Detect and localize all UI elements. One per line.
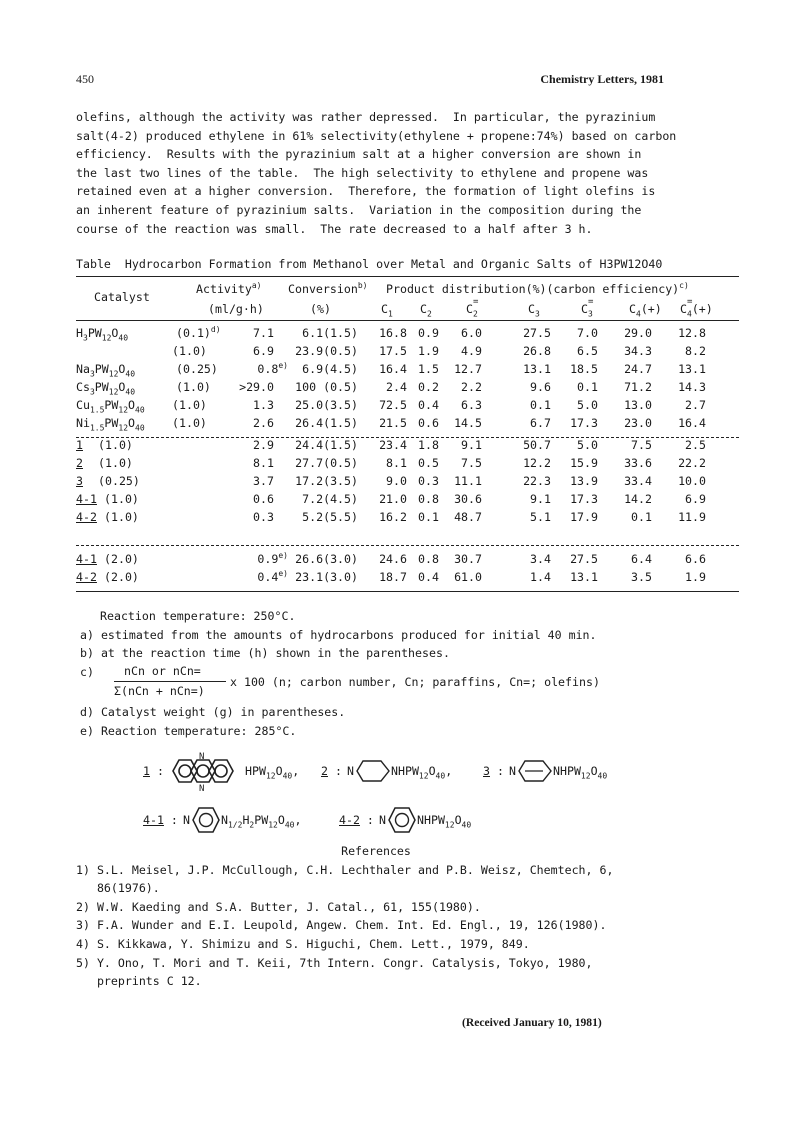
cell-c1: 16.2 xyxy=(379,510,407,524)
svg-text:N: N xyxy=(199,784,205,792)
reference-line: 86(1976). xyxy=(76,881,160,896)
cell-c2: 0.5 xyxy=(418,456,439,470)
cell-c1: 21.5 xyxy=(379,416,407,430)
cell-c2: 1.8 xyxy=(418,438,439,452)
note-d: d) Catalyst weight (g) in parentheses. xyxy=(80,705,346,719)
cell-c3e: 13.1 xyxy=(570,570,598,584)
cell-c4: 33.6 xyxy=(624,456,652,470)
cell-c2e: 48.7 xyxy=(454,510,482,524)
cell-c2: 0.6 xyxy=(418,416,439,430)
table-caption: Table Hydrocarbon Formation from Methanol over Metal and Organic Salts of H3PW12O40 xyxy=(76,257,663,271)
cell-c3: 1.4 xyxy=(530,570,551,584)
table-row xyxy=(76,398,739,416)
page-header xyxy=(76,72,664,86)
body-line: olefins, although the activity was rather depressed. In particular, the pyrazinium xyxy=(76,110,656,124)
cell-c4: 13.0 xyxy=(624,398,652,412)
cell-conversion: 7.2(4.5) xyxy=(302,492,358,506)
compound-formula: $NHPW_{12}O_{40}$ xyxy=(553,764,608,781)
catalyst-cell: 4-1 xyxy=(76,552,97,566)
cell-c2e: 9.1 xyxy=(461,438,482,452)
cell-c4: 14.2 xyxy=(624,492,652,506)
cell-c3e: 5.0 xyxy=(577,438,598,452)
cell-c4: 7.5 xyxy=(631,438,652,452)
fraction-bar xyxy=(114,681,226,682)
cell-c1: 8.1 xyxy=(386,456,407,470)
compound-label: 4-2 xyxy=(339,813,360,827)
cell-c2e: 11.1 xyxy=(454,474,482,488)
document-page: 450 Chemistry Letters, 1981 olefins, although the activity was rather depressed. In particular, the pyrazinium salt(4-2) produced ethylene in 61% selectivity(ethylene + propene:74%) based on carbon efficiency. Results with the pyrazinium salt at a higher conversion are shown in the last two lines of the table. The high selectivity to ethylene and propene was retained even at a higher conversion. Therefore, the formation of light olefins is an inherent feature of pyrazinium salts. Variation in the composition during the course of the reaction was small. The rate decreased to a half after 3 h. Table Hydrocarbon Formation from Methanol over Metal and Organic Salts of H3PW12O40 Activity$^{a)}$ Conversion$^{b)}$ Product distribution(%)(carbon efficiency)$^{c)}$ Catalyst (ml/g·h) (%) $C_1$ $C_2$ $C_2$ = $C_3$ $C_3$ = $C_4(+)$ $C_4$ = (+) $H_3PW_{12}O_{40}$ $(0.1)^{d)}$ 7.1 6.1(1.5) 16.8 0.9 6.0 27.5 7.0 29.0 12.8 (1.0) 6.9 23.9(0.5) 17.5 1.9 4.9 26.8 6.5 34.3 8.2 $Na_3PW_{12}O_{40}$ (0.25) 0.8$^{e)}$ 6.9(4.5) 16.4 1.5 12.7 13.1 18.5 24.7 13.1 $Cs_3PW_{12}O_{40}$ (1.0) >29.0 100 (0.5) 2.4 0.2 2.2 9.6 0.1 71.2 14.3 $Cu_{1.5}PW_{12}O_{40}$ (1.0) 1.3 25.0(3.5) 72.5 0.4 6.3 0.1 5.0 13.0 2.7 $Ni_{1.5}PW_{12}O_{40}$ (1.0) 2.6 26.4(1.5) 21.5 0.6 14.5 6.7 17.3 23.0 16.4 1 (1.0) 2.9 24.4(1.5) 23.4 1.8 9.1 50.7 5.0 7.5 2.5 2 (1.0) 8.1 27.7(0.5) 8.1 0.5 7.5 12.2 15.9 33.6 22.2 3 (0.25) 3.7 17.2(3.5) 9.0 0.3 11.1 22.3 13.9 33.4 10.0 4-1 (1.0) 0.6 7.2(4.5) 21.0 0.8 30.6 9.1 17.3 14.2 6.9 4-2 (1.0) 0.3 5.2(5.5) 16.2 0.1 48.7 5.1 17.9 0.1 11.9 4-1 (2.0) 0.9$^{e)}$ 26.6(3.0) 24.6 0.8 30.7 3.4 27.5 6.4 6.6 4-2 (2.0) 0.4$^{e)}$ 23.1(3.0) 18.7 0.4 61.0 1.4 13.1 3.5 1.9 Reaction temperature: 250°C. a) estimated from the amounts of hydrocarbons produced for initial 40 min. b) at the reaction time (h) shown in the parentheses. c) nCn or nCn= Σ(nCn + nCn=) x 100 (n; carbon number, Cn; paraffins, Cn=; olefins) d) Catalyst weight (g) in parentheses. e) Reaction temperature: 285°C. 1 : N N $HPW_{12}O_{40}$, 2 : N $NHPW_{12}O_{40}$, 3 : N $NHPW_{12}O_{40}$ 4-1 : N $N_{1/2}H_2PW_{12}O_{40}$, 4-2 : N $NHPW_{12}O_{40}$ References 1) S.L. Meisel, J.P. McCullough, C.H. Lechthaler and P.B. Weisz, Chemtech, 6, 86(1976). 2) W.W. Kaeding and S.A. Butter, J. Catal., 61, 155(1980). 3) F.A. Wunder and E.I. Leupold, Angew. Chem. Int. Ed. Engl., 19, 126(1980). 4) S. Kikkawa, Y. Shimizu and S. Higuchi, Chem. Lett., 1979, 849. 5) Y. Ono, T. Mori and T. Keii, 7th Intern. Congr. Catalysis, Tokyo, 1980, preprints C 12. (Received January 10, 1981) xyxy=(0,0,793,1123)
catalyst-cell: 4-2 xyxy=(76,510,97,524)
cell-activity: >29.0 xyxy=(239,380,274,394)
catalyst-weight: (2.0) xyxy=(104,552,139,566)
cell-c4e: 2.5 xyxy=(685,438,706,452)
nitrogen-atom: N xyxy=(183,813,190,827)
cell-c4e: 1.9 xyxy=(685,570,706,584)
cell-conversion: 17.2(3.5) xyxy=(295,474,358,488)
table-divider xyxy=(76,437,739,438)
cell-activity: 2.6 xyxy=(253,416,274,430)
cell-activity: 3.7 xyxy=(253,474,274,488)
cell-activity: 0.6 xyxy=(253,492,274,506)
body-line: salt(4-2) produced ethylene in 61% selectivity(ethylene + propene:74%) based on carbon xyxy=(76,128,677,143)
cell-c3e: 17.3 xyxy=(570,492,598,506)
svg-text:N: N xyxy=(199,752,205,762)
cell-conversion: 6.1(1.5) xyxy=(302,326,358,340)
cell-c4e: 16.4 xyxy=(678,416,706,430)
catalyst-weight: (0.25) xyxy=(176,362,218,376)
cell-conversion: 27.7(0.5) xyxy=(295,456,358,470)
col-c1: $C_1$ xyxy=(381,302,393,319)
table-bottom-rule xyxy=(76,591,739,592)
cell-c4e: 10.0 xyxy=(678,474,706,488)
acridine-structure-icon xyxy=(165,752,243,792)
table-row xyxy=(76,552,739,570)
body-line: the last two lines of the table. The high selectivity to ethylene and propene was xyxy=(76,165,649,180)
catalyst-weight: (1.0) xyxy=(172,344,207,358)
cell-c4e: 11.9 xyxy=(678,510,706,524)
table-divider xyxy=(76,545,739,546)
catalyst-cell: 1 xyxy=(76,438,83,452)
fraction-denominator: Σ(nCn + nCn=) xyxy=(114,684,205,698)
fraction-tail: x 100 (n; carbon number, Cn; paraffins, Cn=; olefins) xyxy=(230,675,600,689)
table-row xyxy=(76,326,739,344)
cell-c1: 16.4 xyxy=(379,362,407,376)
reference-line: 3) F.A. Wunder and E.I. Leupold, Angew. Chem. Int. Ed. Engl., 19, 126(1980). xyxy=(76,918,607,933)
catalyst-weight: (1.0) xyxy=(98,456,133,470)
cell-c4: 29.0 xyxy=(624,326,652,340)
cell-activity: 1.3 xyxy=(253,398,274,412)
cell-c2e: 2.2 xyxy=(461,380,482,394)
table-row xyxy=(76,570,739,588)
cell-c3: 3.4 xyxy=(530,552,551,566)
cell-conversion: 26.6(3.0) xyxy=(295,552,358,566)
compound-formula: $HPW_{12}O_{40}$, xyxy=(245,764,300,781)
cell-c2: 1.5 xyxy=(418,362,439,376)
cell-c4: 3.5 xyxy=(631,570,652,584)
cell-c4e: 8.2 xyxy=(685,344,706,358)
table-top-rule xyxy=(76,276,739,277)
cell-c1: 72.5 xyxy=(379,398,407,412)
cell-c2: 0.3 xyxy=(418,474,439,488)
pyrazine-ring-icon xyxy=(191,805,221,835)
cell-c2: 0.8 xyxy=(418,492,439,506)
table-row xyxy=(76,362,739,380)
note-a: a) estimated from the amounts of hydrocarbons produced for initial 40 min. xyxy=(80,627,597,642)
cell-c1: 17.5 xyxy=(379,344,407,358)
cell-c3e: 18.5 xyxy=(570,362,598,376)
cell-c2: 0.2 xyxy=(418,380,439,394)
cell-conversion: 24.4(1.5) xyxy=(295,438,358,452)
cell-c4e: 14.3 xyxy=(678,380,706,394)
col-c2-ene: $C_2$ = xyxy=(466,297,479,319)
body-line: efficiency. Results with the pyrazinium salt at a higher conversion are shown in xyxy=(76,147,642,162)
cell-c4e: 6.6 xyxy=(685,552,706,566)
catalyst-weight: (1.0) xyxy=(172,416,207,430)
fraction-numerator: nCn or nCn= xyxy=(124,664,201,678)
cell-c4: 34.3 xyxy=(624,344,652,358)
cell-activity: 2.9 xyxy=(253,438,274,452)
cell-activity: 0.9$^{e)}$ xyxy=(257,551,288,566)
cell-c2e: 4.9 xyxy=(461,344,482,358)
references-section xyxy=(76,842,740,991)
cell-c1: 24.6 xyxy=(379,552,407,566)
cell-conversion: 100 (0.5) xyxy=(295,380,358,394)
catalyst-cell: $Cs_3PW_{12}O_{40}$ xyxy=(76,380,136,397)
cell-c2: 0.4 xyxy=(418,570,439,584)
table-row xyxy=(76,416,739,434)
col-c4: $C_4(+)$ xyxy=(629,302,662,319)
catalyst-weight: (1.0) xyxy=(98,438,133,452)
bicyclic-amine-ring-icon xyxy=(517,758,553,784)
cell-c4: 24.7 xyxy=(624,362,652,376)
table-row xyxy=(76,474,739,492)
cell-c3e: 17.9 xyxy=(570,510,598,524)
reference-line: 2) W.W. Kaeding and S.A. Butter, J. Catal., 61, 155(1980). xyxy=(76,899,481,914)
cell-c4e: 2.7 xyxy=(685,398,706,412)
cell-c2e: 14.5 xyxy=(454,416,482,430)
cell-c2: 1.9 xyxy=(418,344,439,358)
compound-label: 2 xyxy=(321,764,328,778)
conversion-unit: (%) xyxy=(310,302,331,316)
compound-formula: $NHPW_{12}O_{40}$, xyxy=(391,764,453,781)
cell-c3: 9.1 xyxy=(530,492,551,506)
cell-c1: 23.4 xyxy=(379,438,407,452)
cell-conversion: 23.1(3.0) xyxy=(295,570,358,584)
reference-line: preprints C 12. xyxy=(76,974,202,989)
table-row xyxy=(76,456,739,474)
cell-activity: 0.8$^{e)}$ xyxy=(257,361,288,376)
table-row xyxy=(76,510,739,528)
table-row xyxy=(76,492,739,510)
cell-c2e: 12.7 xyxy=(454,362,482,376)
cell-c3e: 6.5 xyxy=(577,344,598,358)
cell-conversion: 26.4(1.5) xyxy=(295,416,358,430)
note-temperature: Reaction temperature: 250°C. xyxy=(100,609,296,623)
cell-c4e: 12.8 xyxy=(678,326,706,340)
cell-c2: 0.4 xyxy=(418,398,439,412)
reference-line: 5) Y. Ono, T. Mori and T. Keii, 7th Intern. Congr. Catalysis, Tokyo, 1980, xyxy=(76,955,593,970)
cell-c2e: 6.0 xyxy=(461,326,482,340)
cell-c3: 5.1 xyxy=(530,510,551,524)
piperazine-ring-icon xyxy=(355,758,391,784)
activity-header: Activity xyxy=(196,282,252,296)
cell-c3e: 7.0 xyxy=(577,326,598,340)
note-e: e) Reaction temperature: 285°C. xyxy=(80,723,297,738)
nitrogen-atom: N xyxy=(347,764,354,778)
compound-formula: $NHPW_{12}O_{40}$ xyxy=(417,813,472,830)
cell-c2e: 7.5 xyxy=(461,456,482,470)
cell-c4: 6.4 xyxy=(631,552,652,566)
footnote-marker: b) xyxy=(357,281,368,291)
footnote-marker: c) xyxy=(679,281,689,291)
cell-c3: 26.8 xyxy=(523,344,551,358)
reference-line: 1) S.L. Meisel, J.P. McCullough, C.H. Lechthaler and P.B. Weisz, Chemtech, 6, xyxy=(76,862,614,877)
cell-c3e: 15.9 xyxy=(570,456,598,470)
catalyst-cell: 4-2 xyxy=(76,570,97,584)
cell-conversion: 6.9(4.5) xyxy=(302,362,358,376)
cell-conversion: 25.0(3.5) xyxy=(295,398,358,412)
cell-conversion: 23.9(0.5) xyxy=(295,344,358,358)
table-header-rule xyxy=(76,320,739,321)
body-line: an inherent feature of pyrazinium salts. Variation in the composition during the xyxy=(76,202,642,217)
col-c3-ene: $C_3$ = xyxy=(581,297,594,319)
catalyst-weight: (2.0) xyxy=(104,570,139,584)
catalyst-weight: (0.25) xyxy=(98,474,140,488)
compound-label: 3 xyxy=(483,764,490,778)
cell-c4: 71.2 xyxy=(624,380,652,394)
pyrazine-ring-icon xyxy=(387,805,417,835)
cell-c3: 27.5 xyxy=(523,326,551,340)
catalyst-cell: 3 xyxy=(76,474,83,488)
catalyst-cell: 2 xyxy=(76,456,83,470)
cell-c2: 0.1 xyxy=(418,510,439,524)
cell-c3: 6.7 xyxy=(530,416,551,430)
cell-c4: 33.4 xyxy=(624,474,652,488)
cell-c3: 22.3 xyxy=(523,474,551,488)
catalyst-cell: $H_3PW_{12}O_{40}$ xyxy=(76,326,129,343)
cell-c1: 2.4 xyxy=(386,380,407,394)
catalyst-cell: $Ni_{1.5}PW_{12}O_{40}$ xyxy=(76,416,145,433)
received-date: (Received January 10, 1981) xyxy=(462,1016,602,1029)
catalyst-weight: $(0.1)^{d)}$ xyxy=(176,325,221,340)
cell-activity: 6.9 xyxy=(253,344,274,358)
cell-c3e: 0.1 xyxy=(577,380,598,394)
body-line: retained even at a higher conversion. Therefore, the formation of light olefins is xyxy=(76,184,656,199)
compound-formula: $N_{1/2}H_2PW_{12}O_{40}$, xyxy=(221,813,302,830)
distribution-header: Product distribution(%)(carbon efficiency) xyxy=(386,282,680,296)
body-paragraph xyxy=(76,108,740,238)
cell-c4: 23.0 xyxy=(624,416,652,430)
footnote-marker: a) xyxy=(251,281,262,291)
cell-c3: 0.1 xyxy=(530,398,551,412)
cell-conversion: 5.2(5.5) xyxy=(302,510,358,524)
cell-c2e: 30.6 xyxy=(454,492,482,506)
table-row xyxy=(76,344,739,362)
catalyst-weight: (1.0) xyxy=(172,398,207,412)
catalyst-weight: (1.0) xyxy=(104,510,139,524)
nitrogen-atom: N xyxy=(379,813,386,827)
cell-c3: 50.7 xyxy=(523,438,551,452)
note-b: b) at the reaction time (h) shown in the parentheses. xyxy=(80,646,450,661)
catalyst-cell: $Cu_{1.5}PW_{12}O_{40}$ xyxy=(76,398,145,415)
cell-c1: 18.7 xyxy=(379,570,407,584)
note-c-label: c) xyxy=(80,664,94,679)
catalyst-header: Catalyst xyxy=(94,290,150,304)
col-c2: $C_2$ xyxy=(420,302,432,319)
cell-c1: 16.8 xyxy=(379,326,407,340)
cell-c2: 0.8 xyxy=(418,552,439,566)
journal-title: Chemistry Letters, 1981 xyxy=(540,72,664,86)
table-row xyxy=(76,380,739,398)
nitrogen-atom: N xyxy=(509,764,516,778)
cell-activity: 0.3 xyxy=(253,510,274,524)
catalyst-cell: 4-1 xyxy=(76,492,97,506)
references-title: References xyxy=(341,844,411,858)
cell-c3: 13.1 xyxy=(523,362,551,376)
compound-label: 1 xyxy=(143,764,150,778)
cell-activity: 0.4$^{e)}$ xyxy=(257,569,288,584)
cell-c2e: 61.0 xyxy=(454,570,482,584)
reference-line: 4) S. Kikkawa, Y. Shimizu and S. Higuchi, Chem. Lett., 1979, 849. xyxy=(76,936,530,951)
cell-c3: 12.2 xyxy=(523,456,551,470)
cell-c4e: 13.1 xyxy=(678,362,706,376)
cell-c2e: 30.7 xyxy=(454,552,482,566)
cell-c1: 9.0 xyxy=(386,474,407,488)
body-line: course of the reaction was small. The rate decreased to a half after 3 h. xyxy=(76,221,593,236)
cell-c1: 21.0 xyxy=(379,492,407,506)
cell-activity: 8.1 xyxy=(253,456,274,470)
cell-c4: 0.1 xyxy=(631,510,652,524)
cell-c2: 0.9 xyxy=(418,326,439,340)
page-number: 450 xyxy=(76,72,94,86)
activity-unit: (ml/g·h) xyxy=(208,302,264,316)
col-c4-ene: $C_4$ = (+) xyxy=(680,297,713,319)
conversion-header: Conversion xyxy=(288,282,358,296)
cell-c4e: 6.9 xyxy=(685,492,706,506)
compound-label: 4-1 xyxy=(143,813,164,827)
table-row xyxy=(76,438,739,456)
cell-c3: 9.6 xyxy=(530,380,551,394)
cell-c3e: 5.0 xyxy=(577,398,598,412)
table-notes-2 xyxy=(80,703,345,740)
cell-c3e: 27.5 xyxy=(570,552,598,566)
cell-c3e: 13.9 xyxy=(570,474,598,488)
catalyst-weight: (1.0) xyxy=(104,492,139,506)
col-c3: $C_3$ xyxy=(528,302,540,319)
catalyst-cell: $Na_3PW_{12}O_{40}$ xyxy=(76,362,136,379)
catalyst-weight: (1.0) xyxy=(176,380,211,394)
cell-c2e: 6.3 xyxy=(461,398,482,412)
cell-activity: 7.1 xyxy=(253,326,274,340)
cell-c3e: 17.3 xyxy=(570,416,598,430)
cell-c4e: 22.2 xyxy=(678,456,706,470)
